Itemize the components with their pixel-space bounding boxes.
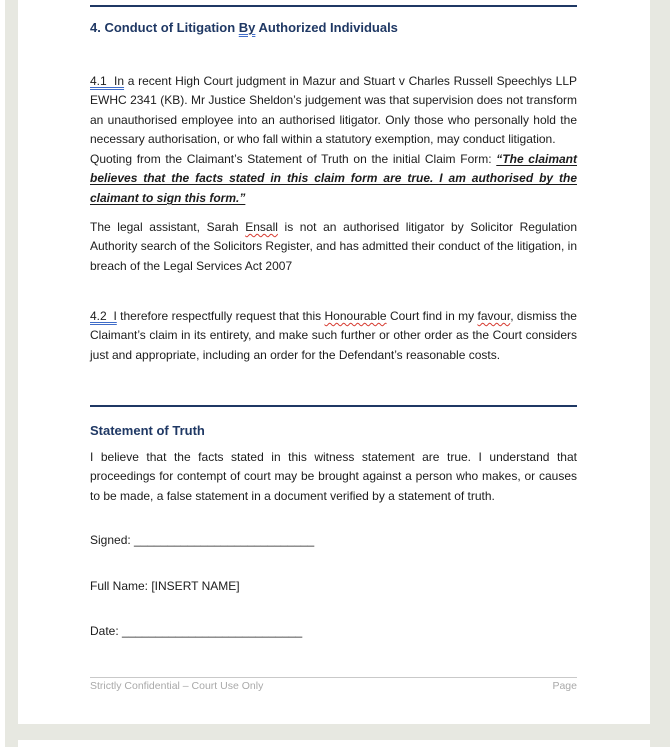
section-divider-statement	[90, 405, 577, 407]
section-divider-top	[90, 5, 577, 7]
spellcheck-word-honourable: Honourable	[324, 309, 387, 323]
paragraph-4-2-text-3: , dismiss the Claimant’s claim in its entirety, and make such further or other order as the Court considers just and appropriate, including an order for the Defendant’s reasonable costs.	[90, 309, 577, 362]
paragraph-quote	[90, 150, 577, 208]
statement-of-truth-heading: Statement of Truth	[90, 423, 205, 438]
date-blank-line: ___________________________	[118, 624, 303, 638]
quote-lead-in: Quoting from the Claimant’s Statement of Truth on the initial Claim Form:	[90, 152, 497, 166]
date-label: Date:	[90, 624, 119, 638]
statement-of-truth-paragraph: I believe that the facts stated in this witness statement are true. I understand that proceedings for contempt of court may be brought against a person who makes, or causes to be made, a false statement in a document verified by a statement of truth.	[90, 450, 577, 503]
legal-assistant-text-2: is not an authorised litigator by Solicitor Regulation Authority search of the Solicitors Register, and has admitted their conduct of the litigation, in breach of the Legal Services Act 2007	[90, 220, 577, 273]
quoted-statement-of-truth: “The claimant believes that the facts stated in this claim form are true. I am authorised by the claimant to sign this form.”	[90, 152, 577, 205]
section-heading	[90, 20, 577, 36]
footer-page-label: Page	[552, 680, 577, 692]
date-line	[90, 624, 577, 639]
signed-line	[90, 533, 577, 548]
signed-label: Signed:	[90, 533, 131, 547]
page-footer	[90, 680, 577, 693]
grammar-underline-word: By	[238, 20, 256, 35]
paragraph-legal-assistant	[90, 218, 577, 276]
next-page-top-edge	[18, 740, 650, 747]
section-heading-prefix: 4. Conduct of Litigation	[90, 20, 239, 35]
paragraph-4-1	[90, 72, 577, 150]
paragraph-4-2-text-2: Court find in my	[386, 309, 478, 323]
paragraph-4-1-text: a recent High Court judgment in Mazur and Stuart v Charles Russell Speechlys LLP EWHC 2341 (KB). Mr Justice Sheldon’s judgement was that supervision does not transform an unauthorised employee into an authorised litigator. Only those who personally hold the necessary authorisation, or who fall within a statutory exemption, may conduct litigation.	[90, 74, 578, 147]
grammar-underline-clause-number-2: 4.2 I	[90, 309, 117, 323]
grammar-underline-clause-number: 4.1 In	[90, 74, 125, 88]
document-page	[18, 0, 650, 724]
spellcheck-word-favour: favour	[477, 309, 511, 323]
signature-blank-line: ___________________________	[130, 533, 315, 547]
legal-assistant-text-1: The legal assistant, Sarah	[90, 220, 246, 234]
footer-divider	[90, 677, 577, 678]
paragraph-4-2-text-1: therefore respectfully request that this	[116, 309, 325, 323]
footer-confidential-text: Strictly Confidential – Court Use Only	[90, 680, 264, 692]
section-heading-suffix: Authorized Individuals	[255, 20, 398, 35]
paragraph-4-2	[90, 307, 577, 365]
full-name-line: Full Name: [INSERT NAME]	[90, 579, 240, 593]
spellcheck-word-ensall: Ensall	[245, 220, 278, 234]
